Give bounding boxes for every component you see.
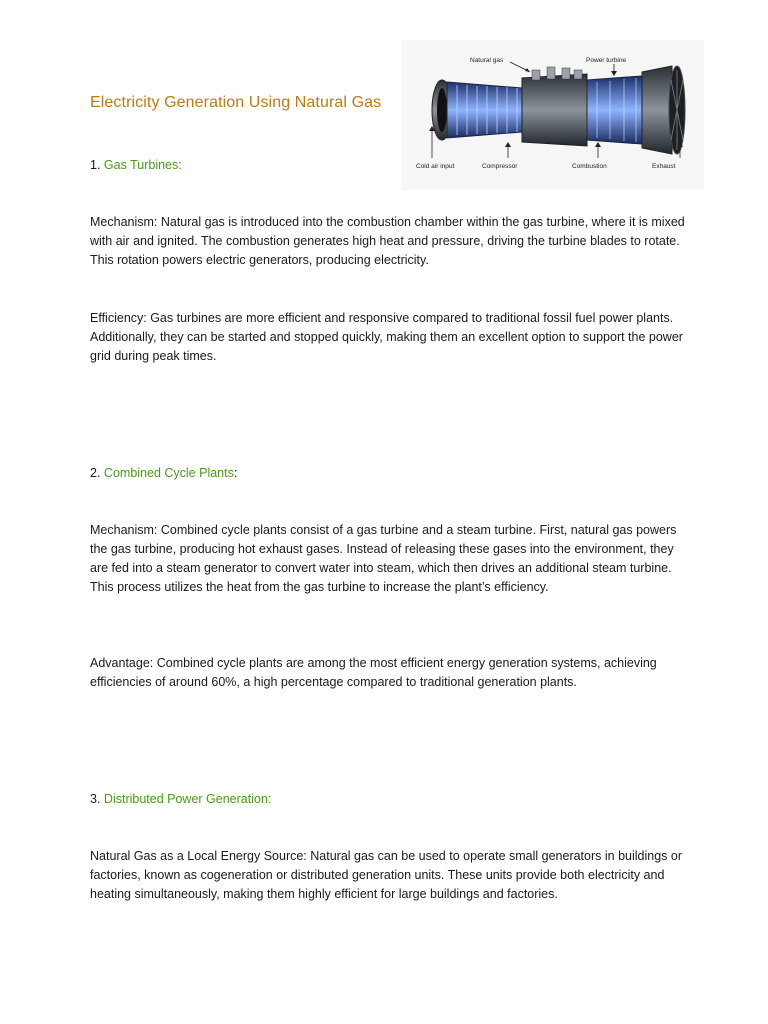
section-heading-suffix: : bbox=[233, 466, 238, 480]
section-number: 3. bbox=[90, 792, 101, 806]
figure-label-natural-gas: Natural gas bbox=[470, 57, 504, 64]
section-heading-combined-cycle bbox=[90, 466, 237, 480]
figure-label-combustion: Combustion bbox=[572, 163, 607, 170]
section-heading-gas-turbines bbox=[90, 158, 182, 172]
paragraph-combined-cycle-advantage: Advantage: Combined cycle plants are among the most efficient energy generation systems, achieving efficiencies of around 60%, a high percentage compared to traditional generation plants. bbox=[90, 656, 657, 689]
section-heading-text: Combined Cycle Plants bbox=[103, 466, 234, 480]
paragraph-gas-turbine-mechanism: Mechanism: Natural gas is introduced into the combustion chamber within the gas turbine, where it is mixed with air and ignited. The combustion generates high heat and pressure, driving the turbine blades to rotate. This rotation powers electric generators, producing electricity. bbox=[90, 215, 685, 267]
section-heading-text: Distributed Power Generation: bbox=[103, 792, 272, 806]
figure-label-compressor: Compressor bbox=[482, 163, 518, 170]
document-title: Electricity Generation Using Natural Gas bbox=[90, 94, 382, 111]
section-number: 2. bbox=[90, 466, 101, 480]
figure-label-exhaust: Exhaust bbox=[652, 163, 676, 170]
section-number: 1. bbox=[90, 158, 101, 172]
paragraph-gas-turbine-efficiency: Efficiency: Gas turbines are more efficient and responsive compared to traditional fossil fuel power plants. Additionally, they can be started and stopped quickly, making them an excellent option to support the power grid during peak times. bbox=[90, 311, 683, 363]
paragraph-combined-cycle-mechanism: Mechanism: Combined cycle plants consist of a gas turbine and a steam turbine. First, natural gas powers the gas turbine, producing hot exhaust gases. Instead of releasing these gases into the environment, they are fed into a steam generator to convert water into steam, which then drives an additional steam turbine. This process utilizes the heat from the gas turbine to increase the plant’s efficiency. bbox=[90, 523, 677, 594]
figure-label-power-turbine: Power turbine bbox=[586, 57, 627, 64]
section-heading-text: Gas Turbines: bbox=[103, 158, 182, 172]
section-heading-distributed-generation bbox=[90, 792, 271, 806]
paragraph-distributed-generation: Natural Gas as a Local Energy Source: Natural gas can be used to operate small generators in buildings or factories, known as cogeneration or distributed generation units. These units provide both electricity and heating simultaneously, making them highly efficient for large buildings and factories. bbox=[90, 849, 682, 901]
figure-label-cold-air-input: Cold air input bbox=[416, 163, 455, 170]
gas-turbine-figure bbox=[402, 40, 704, 190]
